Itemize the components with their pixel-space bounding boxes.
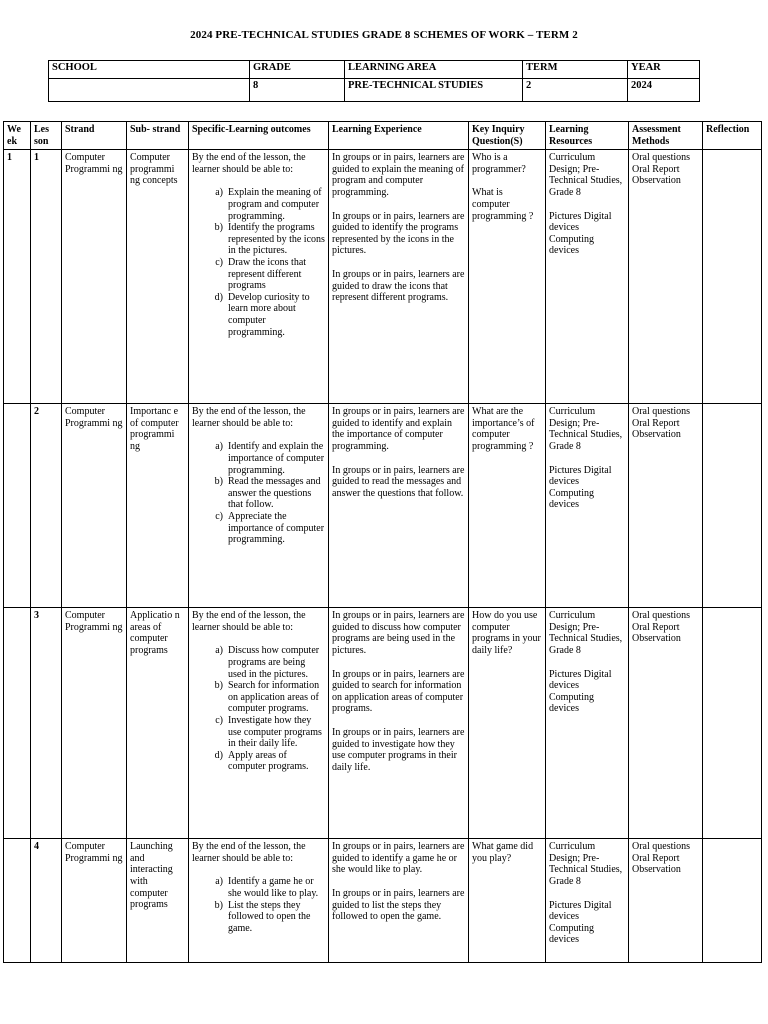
- outcomes-list: [192, 876, 325, 934]
- inquiry-question: Who is a programmer?: [472, 152, 526, 175]
- lesson-cell: 1: [31, 150, 62, 404]
- experience-item: In groups or in pairs, learners are guided to discuss how computer programs are being used in the pictures.: [332, 610, 465, 656]
- outcome-item: b. Identify the programs represented by the icons in the pictures.: [228, 222, 325, 257]
- resource-item: Pictures Digital devices Computing devices: [549, 668, 612, 715]
- col-substrand: Sub- strand: [127, 122, 189, 150]
- inquiry-question: What game did you play?: [472, 841, 534, 864]
- inquiry-question: What are the importance’s of computer programming ?: [472, 406, 535, 452]
- assessment-cell: Oral questions Oral Report Observation: [629, 608, 703, 839]
- experience-item: In groups or in pairs, learners are guided to identify and explain the importance of computer programming.: [332, 406, 465, 452]
- week-cell: [4, 839, 31, 963]
- learning-area-value: PRE-TECHNICAL STUDIES: [345, 79, 523, 102]
- strand-cell: Computer Programmi ng: [62, 150, 127, 404]
- schemes-of-work-table: [3, 121, 762, 963]
- col-experience: Learning Experience: [329, 122, 469, 150]
- resource-item: Pictures Digital devices Computing devices: [549, 899, 612, 946]
- experience-item: In groups or in pairs, learners are guided to identify a game he or she would like to play.: [332, 841, 465, 876]
- assessment-cell: Oral questions Oral Report Observation: [629, 839, 703, 963]
- document-title: 2024 PRE-TECHNICAL STUDIES GRADE 8 SCHEMES OF WORK – TERM 2: [190, 29, 578, 41]
- resources-cell: [546, 150, 629, 404]
- strand-cell: Computer Programmi ng: [62, 608, 127, 839]
- substrand-cell: Importanc e of computer programmi ng: [127, 404, 189, 608]
- inquiry-question: How do you use computer programs in your daily life?: [472, 610, 541, 656]
- experience-cell: [329, 608, 469, 839]
- grade-value: 8: [250, 79, 345, 102]
- experience-item: In groups or in pairs, learners are guided to list the steps they followed to open the game.: [332, 887, 465, 923]
- outcomes-cell: [189, 404, 329, 608]
- table-row: [4, 839, 762, 963]
- term-header: TERM: [523, 61, 628, 79]
- col-resources: Learning Resources: [546, 122, 629, 150]
- outcome-item: d. Apply areas of computer programs.: [228, 750, 325, 773]
- experience-cell: [329, 839, 469, 963]
- outcomes-cell: [189, 150, 329, 404]
- assessment-cell: Oral questions Oral Report Observation: [629, 150, 703, 404]
- outcomes-list: [192, 187, 325, 338]
- outcome-item: a. Discuss how computer programs are being used in the pictures.: [228, 645, 325, 680]
- col-assessment: Assessment Methods: [629, 122, 703, 150]
- term-value: 2: [523, 79, 628, 102]
- reflection-cell: [703, 608, 762, 839]
- col-strand: Strand: [62, 122, 127, 150]
- inquiry-question: What is computer programming ?: [472, 187, 534, 222]
- col-outcomes: Specific-Learning outcomes: [189, 122, 329, 150]
- assessment-cell: Oral questions Oral Report Observation: [629, 404, 703, 608]
- experience-item: In groups or in pairs, learners are guided to read the messages and answer the questions that follow.: [332, 464, 465, 499]
- outcomes-intro: By the end of the lesson, the learner should be able to:: [192, 152, 306, 175]
- week-cell: 1: [4, 150, 31, 404]
- lesson-cell: 3: [31, 608, 62, 839]
- week-cell: [4, 404, 31, 608]
- school-header: SCHOOL: [49, 61, 250, 79]
- week-cell: [4, 608, 31, 839]
- outcome-item: b. List the steps they followed to open the game.: [228, 900, 325, 935]
- resource-item: Curriculum Design; Pre-Technical Studies, Grade 8: [549, 610, 623, 656]
- outcome-item: c. Investigate how they use computer programs in their daily life.: [228, 715, 325, 750]
- outcome-item: d. Develop curiosity to learn more about computer programming.: [228, 292, 325, 338]
- substrand-cell: Launching and interacting with computer programs: [127, 839, 189, 963]
- col-inquiry-questions: Key Inquiry Question(S): [469, 122, 546, 150]
- outcomes-intro: By the end of the lesson, the learner should be able to:: [192, 406, 306, 429]
- substrand-cell: Computer programmi ng concepts: [127, 150, 189, 404]
- inquiry-cell: [469, 608, 546, 839]
- outcome-item: a. Identify a game he or she would like to play.: [228, 876, 325, 899]
- outcome-item: a. Explain the meaning of program and computer programming.: [228, 187, 325, 222]
- table-row: [4, 608, 762, 839]
- outcome-item: b. Search for information on application areas of computer programs.: [228, 680, 325, 715]
- outcomes-intro: By the end of the lesson, the learner should be able to:: [192, 610, 306, 633]
- inquiry-cell: [469, 404, 546, 608]
- col-week: We ek: [4, 122, 31, 150]
- strand-cell: Computer Programmi ng: [62, 839, 127, 963]
- reflection-cell: [703, 150, 762, 404]
- grade-header: GRADE: [250, 61, 345, 79]
- outcomes-cell: [189, 608, 329, 839]
- year-header: YEAR: [628, 61, 700, 79]
- outcome-item: a. Identify and explain the importance of computer programming.: [228, 441, 325, 476]
- resource-item: Pictures Digital devices Computing devices: [549, 210, 612, 257]
- resource-item: Pictures Digital devices Computing devices: [549, 464, 612, 511]
- outcome-item: b. Read the messages and answer the questions that follow.: [228, 476, 325, 511]
- outcomes-list: [192, 645, 325, 773]
- school-info-table: [48, 60, 700, 102]
- experience-item: In groups or in pairs, learners are guided to search for information on application areas of computer programs.: [332, 668, 465, 715]
- table-row: [4, 150, 762, 404]
- reflection-cell: [703, 839, 762, 963]
- inquiry-cell: [469, 839, 546, 963]
- substrand-cell: Applicatio n areas of computer programs: [127, 608, 189, 839]
- resources-cell: [546, 608, 629, 839]
- resources-cell: [546, 404, 629, 608]
- reflection-cell: [703, 404, 762, 608]
- resource-item: Curriculum Design; Pre-Technical Studies, Grade 8: [549, 152, 623, 198]
- experience-item: In groups or in pairs, learners are guided to draw the icons that represent different programs.: [332, 268, 465, 304]
- resource-item: Curriculum Design; Pre-Technical Studies, Grade 8: [549, 841, 623, 887]
- outcome-item: c. Draw the icons that represent different programs: [228, 257, 325, 292]
- inquiry-cell: [469, 150, 546, 404]
- resource-item: Curriculum Design; Pre-Technical Studies, Grade 8: [549, 406, 623, 452]
- experience-cell: [329, 404, 469, 608]
- school-value: [49, 79, 250, 102]
- table-row: [4, 404, 762, 608]
- experience-cell: [329, 150, 469, 404]
- header-row: [4, 122, 762, 150]
- lesson-cell: 4: [31, 839, 62, 963]
- experience-item: In groups or in pairs, learners are guided to identify the programs represented by the icons in the pictures.: [332, 210, 465, 257]
- experience-item: In groups or in pairs, learners are guided to explain the meaning of program and computer programming.: [332, 152, 465, 198]
- col-lesson: Les son: [31, 122, 62, 150]
- outcome-item: c. Appreciate the importance of computer programming.: [228, 511, 325, 546]
- strand-cell: Computer Programmi ng: [62, 404, 127, 608]
- year-value: 2024: [628, 79, 700, 102]
- experience-item: In groups or in pairs, learners are guided to investigate how they use computer programs in their daily life.: [332, 726, 465, 773]
- resources-cell: [546, 839, 629, 963]
- outcomes-cell: [189, 839, 329, 963]
- outcomes-list: [192, 441, 325, 545]
- col-reflection: Reflection: [703, 122, 762, 150]
- lesson-cell: 2: [31, 404, 62, 608]
- learning-area-header: LEARNING AREA: [345, 61, 523, 79]
- outcomes-intro: By the end of the lesson, the learner should be able to:: [192, 841, 306, 864]
